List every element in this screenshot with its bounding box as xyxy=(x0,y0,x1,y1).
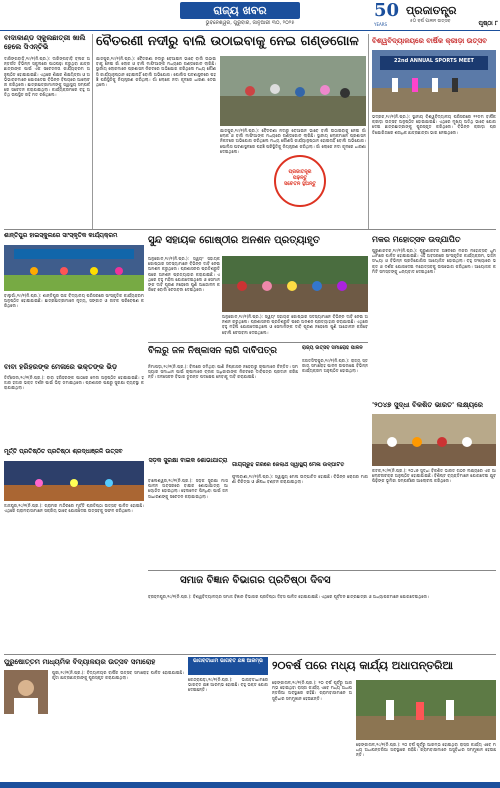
article-1-headline: ବାଦାକାଣ୍ଡ ସ୍କୁଲଛାତ୍ରୀ ଖାଲି ହେଲେ ସିଏନ୍ଟିଭି xyxy=(4,34,86,51)
article-15-body: ପୁରୀ,୨୯/୧(ନି.ପ୍ର.): ବିଦ୍ୟାଳୟର ବାର୍ଷିକ ଉତ୍ସବ ସମାରୋହ ପାଳିତ ହୋଇଯାଇଛି। କୃତୀ ଛାତ୍ରଛାତ୍ରୀଙ୍କୁ ପୁରସ୍କୃତ କରାଯାଇଥିଲା। xyxy=(52,670,184,681)
article-2-headline: ବୈତରଣୀ ନଦୀରୁ ବାଲି ଉଠାଇବାକୁ ନେଇ ଗଣ୍ଡଗୋଳ xyxy=(96,34,359,49)
article-6-body: ଅନୁଗୋଳ,୨୯/୧(ନି.ପ୍ର.): ସ୍ୱୟଂ ସହାୟକ ଗୋଷ୍ଠୀର ସଦସ୍ୟାମାନେ ବିଭିନ୍ନ ଦାବି ନେଇ ଅନଶନ କରୁଥିଲେ। ପ୍ରଶାସନର ପ୍ରତିଶ୍ରୁତି ପରେ ଅନଶନ ପ୍ରତ୍ୟାହାର କରାଯାଇଛି। ଏଥିରେ ବହୁ ମହିଳା ଯୋଗଦେଇଥିଲେ ଓ ସେମାନଙ୍କ ଦାବି ପୂରଣ ନହେଲେ ପୁଣି ଆନ୍ଦୋଳନ କରିବେ ବୋଲି ଚେତାବନୀ ଦେଇଥିଲେ। xyxy=(148,256,220,293)
article-3-body: ଭଦ୍ରକ,୨୯/୧(ନି.ପ୍ର.): ସ୍ଥାନୀୟ ବିଶ୍ୱବିଦ୍ୟାଳୟ ପରିସରରେ ୨୨ତମ ବାର୍ଷିକ କ୍ରୀଡ଼ା ଉତ୍ସବ ଅନୁଷ୍ଠିତ ହୋଇଯାଇଛି। ଏଥିରେ ମୁଖ୍ୟ ଅତିଥି ଭାବେ ଯୋଗଦେଇ ଛାତ୍ରଛାତ୍ରୀଙ୍କୁ ପୁରସ୍କୃତ କରିଥିଲେ। ବିଭିନ୍ନ କ୍ରୀଡ଼ା ପ୍ରତିଯୋଗିତାରେ ଶତାଧିକ ଛାତ୍ରଛାତ୍ରୀ ଭାଗ ନେଇଥିଲେ। xyxy=(372,114,496,135)
promo-line-3: ସଚେତନ ହୁଅନ୍ତୁ xyxy=(284,181,316,187)
article-16-headline: ଭାଗବତୀଧାମ ଭାଗବତ ଯଜ୍ଞ ଆରମ୍ଭ xyxy=(188,657,268,675)
article-6-body-cont: ଅନୁଗୋଳ,୨୯/୧(ନି.ପ୍ର.): ସ୍ୱୟଂ ସହାୟକ ଗୋଷ୍ଠୀର ସଦସ୍ୟାମାନେ ବିଭିନ୍ନ ଦାବି ନେଇ ଅନଶନ କରୁଥିଲେ। ପ୍ରଶାସନର ପ୍ରତିଶ୍ରୁତି ପରେ ଅନଶନ ପ୍ରତ୍ୟାହାର କରାଯାଇଛି। ଏଥିରେ ବହୁ ମହିଳା ଯୋଗଦେଇଥିଲେ ଓ ସେମାନଙ୍କ ଦାବି ପୂରଣ ନହେଲେ ପୁଣି ଆନ୍ଦୋଳନ କରିବେ ବୋଲି ଚେତାବନୀ ଦେଇଥିଲେ। xyxy=(222,314,368,335)
article-14-headline: ସମାଜ ବିଜ୍ଞାନ ବିଭାଗର ପ୍ରତିଷ୍ଠା ଦିବସ xyxy=(180,575,331,586)
article-9-photo xyxy=(372,414,496,466)
anniversary-logo xyxy=(374,0,404,28)
article-2-body: ଯାଜପୁର,୨୯/୧(ନି.ପ୍ର.): ବୈତରଣୀ ନଦୀରୁ ବେଆଇନ ଭାବେ ବାଲି ଉଠାଇବାକୁ ନେଇ ଗାଁ ଲୋକ ଓ ବାଲି ମାଫିଆଙ୍କ ମଧ୍ୟରେ ଗଣ୍ଡଗୋଳ ଲାଗିଛି। ସ୍ଥାନୀୟ ଲୋକମାନେ ପ୍ରଶାସନ ନିକଟରେ ଅଭିଯୋଗ କରିଥିଲେ ମଧ୍ୟ କୌଣସି କାର୍ଯ୍ୟାନୁଷ୍ଠାନ ହୋଇନାହିଁ ବୋଲି ଅଭିଯୋଗ। ପୋଲିସ ଘଟଣାସ୍ଥଳରେ ପହଞ୍ଚି ପରିସ୍ଥିତିକୁ ନିୟନ୍ତ୍ରଣ କରିଥିଲା। ଗାଁ ଲୋକେ ନଦୀ କୂଳରେ ଧାରଣା ଦେଇଥିଲେ। xyxy=(96,56,216,88)
article-15-headline: ପୁରୁଷୋତ୍ତମ ମାଧ୍ୟମିକ ବିଦ୍ୟାଳୟର ଉତ୍ସବ ସମାରୋହ xyxy=(4,658,156,666)
article-5-headline: ଶାନ୍ତିପୁର ହାଇସ୍କୁଲରେ ସାଂସ୍କୃତିକ କାର୍ଯ୍ୟକ୍ରମ xyxy=(4,232,118,239)
article-17-headline: ୨୦ବର୍ଷ ପରେ ମଧ୍ୟ କାର୍ଯ୍ୟ ଅଧାପନ୍ତରିଆ xyxy=(272,659,454,672)
article-2-photo xyxy=(220,56,366,126)
page-number: ପୃଷ୍ଠା ୮ xyxy=(478,20,498,27)
article-3-headline: ବିଶ୍ୱବିଦ୍ୟାଳୟରେ ବାର୍ଷିକ କ୍ରୀଡ଼ା ଉତ୍ସବ xyxy=(372,37,487,45)
article-4-body: ପୁରୁଣାକଟକ,୨୯/୧(ନି.ପ୍ର.): ପୁରୁଣାକଟକ ଅଞ୍ଚଳରେ ମକର ମହୋତ୍ସବ ଧୁମଧାମରେ ପାଳିତ ହୋଇଯାଇଛି। ଏହି ଅବସରରେ ସାଂସ୍କୃତିକ କାର୍ଯ୍ୟକ୍ରମ, ଭଜନ ସଂଧ୍ୟା ଓ ବିଭିନ୍ନ ପ୍ରତିଯୋଗିତା ଆୟୋଜିତ ହୋଇଥିଲା। ବହୁ ସଂଖ୍ୟାରେ ଭକ୍ତ ଓ ଦର୍ଶକ ଯୋଗଦେଇ ମହୋତ୍ସବକୁ ଉପଭୋଗ କରିଥିଲେ। ଆୟୋଜକ କମିଟି ସମସ୍ତଙ୍କୁ ଧନ୍ୟବାଦ ଦେଇଥିଲେ। xyxy=(372,248,496,274)
article-17-body: ଢେଙ୍କାନାଳ,୨୯/୧(ନି.ପ୍ର.): ୨୦ ବର୍ଷ ପୂର୍ବରୁ ଆରମ୍ଭ ହୋଇଥିବା ରାସ୍ତା କାର୍ଯ୍ୟ ଏବେ ମଧ୍ୟ ଅଧାପନ୍ତରିଆ ଅବସ୍ଥାରେ ରହିଛି। ଗ୍ରାମବାସୀମାନେ ଅସୁବିଧାର ସମ୍ମୁଖୀନ ହେଉଛନ୍ତି। xyxy=(272,680,352,701)
article-8-body: ଜଗତସିଂହପୁର,୨୯/୧(ନି.ପ୍ର.): ରାଜ୍ୟ ସ୍ତରୀୟ ସମାରୋହ ପାଳନ ଉପଲକ୍ଷେ ବିଭିନ୍ନ କାର୍ଯ୍ୟକ୍ରମ ଅନୁଷ୍ଠିତ ହୋଇଥିଲା। xyxy=(302,358,368,374)
article-9-headline: '୨୦୪୭ ସୁଦ୍ଧା ବିକଶିତ ଭାରତ' ଲକ୍ଷ୍ୟରେ xyxy=(372,401,483,409)
article-12-body: ବାଲେଶ୍ୱର,୨୯/୧(ନି.ପ୍ର.): ସଡ଼କ ସୁରକ୍ଷା ମାସ ପାଳନ ଅବସରରେ ବାଇକ ଶୋଭାଯାତ୍ରା ଆୟୋଜିତ ହୋଇଥିଲା। ହେଲମେଟ ପିନ୍ଧିବା ପାଇଁ ଜନସାଧାରଣଙ୍କୁ ସଚେତନ କରାଯାଇଥିଲା। xyxy=(148,478,228,499)
article-7-body: ନିମାପଡ଼ା,୨୯/୧(ନି.ପ୍ର.): ବିଲରେ ଜମିଥିବା ପାଣି ନିଷ୍କାସନ ନହେବାରୁ ଚାଷୀମାନେ ଚିନ୍ତିତ। ସମସ୍ୟାର ସମାଧାନ ପାଇଁ ଚାଷୀମାନେ ବ୍ଲକ ଅଧିକାରୀଙ୍କ ନିକଟରେ ଦାବିପତ୍ର ପ୍ରଦାନ କରିଛନ୍ତି। ଜଳସେଚନ ବିଭାଗ ତୁରନ୍ତ ପଦକ୍ଷେପ ନେବାକୁ ଦାବି କରାଯାଇଛି। xyxy=(148,364,298,380)
row-divider xyxy=(4,654,496,655)
article-12-headline: ସଡ଼କ ସୁରକ୍ଷା ବାଇକ ଶୋଭାଯାତ୍ରା xyxy=(148,457,228,464)
article-11-headline: ମୂର୍ତ୍ତି ପ୍ରତିଷ୍ଠିତ ପ୍ରତିଷ୍ଠା ଶ୍ରଦ୍ଧାଞ୍ଜଳି ଉତ୍ସବ xyxy=(4,448,123,455)
brand-name: ପ୍ରଜାତନ୍ତ୍ର xyxy=(406,4,457,17)
article-14-body: ବ୍ରହ୍ମପୁର,୨୯/୧(ନି.ପ୍ର.): ବିଶ୍ୱବିଦ୍ୟାଳୟର ସମାଜ ବିଜ୍ଞାନ ବିଭାଗର ପ୍ରତିଷ୍ଠା ଦିବସ ପାଳିତ ହୋଇଯାଇଛି। ଏଥିରେ ପୂର୍ବତନ ଛାତ୍ରଛାତ୍ରୀ ଓ ଅଧ୍ୟାପକମାନେ ଯୋଗଦେଇଥିଲେ। xyxy=(148,594,429,599)
article-5-photo xyxy=(4,245,144,291)
brand-subtitle: ୫୦ ବର୍ଷ ପାଳନ ଉତ୍ସବ xyxy=(410,19,451,24)
article-15-photo xyxy=(4,670,48,714)
column-divider xyxy=(92,34,93,229)
promo-badge xyxy=(274,155,326,207)
article-13-headline: ଗାୟଗ୍ରୁହ ଗିରିରେ ଜେଲାର୍ଥ ସ୍ୱାସ୍ଥ୍ୟ ମେଳା ଉଦ୍‌ଘାଟିତ xyxy=(232,462,345,468)
article-11-photo xyxy=(4,461,144,501)
dateline: ଭୁବନେଶ୍ୱର, ଗୁରୁବାର, ଜାନୁଆରୀ ୩୦, ୨୦୨୫ xyxy=(205,20,295,26)
row-divider xyxy=(4,229,496,230)
section-title: ରାଜ୍ୟ ଖବର xyxy=(180,2,300,19)
article-5-body: ବାଲୁଗାଁ,୨୯/୧(ନି.ପ୍ର.): ଶାନ୍ତିପୁର ଉଚ୍ଚ ବିଦ୍ୟାଳୟ ପରିସରରେ ସାଂସ୍କୃତିକ କାର୍ଯ୍ୟକ୍ରମ ଅନୁଷ୍ଠିତ ହୋଇଯାଇଛି। ଛାତ୍ରଛାତ୍ରୀମାନେ ନୃତ୍ୟ, ସଙ୍ଗୀତ ଓ ନାଟକ ପରିବେଷଣ କରିଥିଲେ। xyxy=(4,293,144,309)
article-4-headline: ମକର ମହୋତ୍ସବ ଉଦ୍‌ଯାପିତ xyxy=(372,235,461,244)
row-divider xyxy=(148,342,368,343)
article-6-photo xyxy=(222,256,368,312)
article-2-body-cont: ଯାଜପୁର,୨୯/୧(ନି.ପ୍ର.): ବୈତରଣୀ ନଦୀରୁ ବେଆଇନ ଭାବେ ବାଲି ଉଠାଇବାକୁ ନେଇ ଗାଁ ଲୋକ ଓ ବାଲି ମାଫିଆଙ୍କ ମଧ୍ୟରେ ଗଣ୍ଡଗୋଳ ଲାଗିଛି। ସ୍ଥାନୀୟ ଲୋକମାନେ ପ୍ରଶାସନ ନିକଟରେ ଅଭିଯୋଗ କରିଥିଲେ ମଧ୍ୟ କୌଣସି କାର୍ଯ୍ୟାନୁଷ୍ଠାନ ହୋଇନାହିଁ ବୋଲି ଅଭିଯୋଗ। ପୋଲିସ ଘଟଣାସ୍ଥଳରେ ପହଞ୍ଚି ପରିସ୍ଥିତିକୁ ନିୟନ୍ତ୍ରଣ କରିଥିଲା। ଗାଁ ଲୋକେ ନଦୀ କୂଳରେ ଧାରଣା ଦେଇଥିଲେ। xyxy=(220,128,366,154)
article-13-body: ଫୁଲବାଣୀ,୨୯/୧(ନି.ପ୍ର.): ସ୍ୱାସ୍ଥ୍ୟ ମେଳା ଉଦ୍‌ଘାଟିତ ହୋଇଛି। ବିଭିନ୍ନ ରୋଗର ମାଗଣା ଚିକିତ୍ସା ଓ ଔଷଧ ବଣ୍ଟନ କରାଯାଇଥିଲା। xyxy=(232,474,368,485)
footer-bar xyxy=(0,782,500,788)
article-10-body: ତିର୍ତ୍ତୋଲ,୨୯/୧(ନି.ପ୍ର.): ବାବା ହରିହରଙ୍କ ପୀଠରେ ମେଳା ଅନୁଷ୍ଠିତ ହୋଇଯାଇଛି। ହଜାର ହଜାର ଭକ୍ତ ଦର୍ଶନ ପାଇଁ ଭିଡ଼ ଜମାଇଥିଲେ। ପ୍ରଶାସନ ପକ୍ଷରୁ ସୁରକ୍ଷା ବ୍ୟବସ୍ଥା କରାଯାଇଥିଲା। xyxy=(4,375,144,391)
promo-line-2: ପଢ଼ନ୍ତୁ xyxy=(292,175,308,181)
article-1-body: ଦାରିଙ୍ଗବାଡ଼ି,୨୯/୧(ନି.ପ୍ର.): ଦାରିଙ୍ଗବାଡ଼ି ବ୍ଲକ ଅନ୍ତର୍ଗତ ବିଭିନ୍ନ ସ୍କୁଲରେ ପାଠପଢ଼ା କରୁଥିବା ଛାତ୍ରଛାତ୍ରୀଙ୍କ ପାଇଁ ଏକ ସଚେତନତା କାର୍ଯ୍ୟକ୍ରମ ଅନୁଷ୍ଠିତ ହୋଇଯାଇଛି। ଏଥିରେ ଶିକ୍ଷକ ଶିକ୍ଷୟିତ୍ରୀ ଓ ଅଭିଭାବକମାନେ ଯୋଗଦେଇ ବିଭିନ୍ନ ବିଷୟରେ ଆଲୋଚନା କରିଥିଲେ। ଛାତ୍ରଛାତ୍ରୀମାନଙ୍କୁ ସ୍ୱାସ୍ଥ୍ୟ ସମ୍ପର୍କରେ ସଚେତନ କରାଯାଇଥିଲା। କାର୍ଯ୍ୟକ୍ରମରେ ବହୁ ଅତିଥି ଉପସ୍ଥିତ ରହି ମତ ରଖିଥିଲେ। xyxy=(4,56,90,98)
row-divider xyxy=(148,570,496,571)
sports-banner-text: 22nd ANNUAL SPORTS MEET xyxy=(394,58,474,64)
article-11-body: ଜାଜପୁର,୨୯/୧(ନି.ପ୍ର.): ଗ୍ରାମର ମନ୍ଦିରରେ ମୂର୍ତ୍ତି ପ୍ରତିଷ୍ଠା ଉତ୍ସବ ପାଳିତ ହୋଇଛି। ଏଥିରେ ଗ୍ରାମବାସୀମାନେ ସକ୍ରିୟ ଭାବେ ଯୋଗଦେଇ ଉତ୍ସବକୁ ସଫଳ କରିଥିଲେ। xyxy=(4,503,144,514)
anniversary-number: 50 xyxy=(374,0,400,21)
promo-line-1: ପ୍ରଜାତନ୍ତ୍ର xyxy=(288,169,312,175)
masthead-rule xyxy=(0,30,500,31)
article-8-headline: ରାଜ୍ୟ ଉତ୍ସବ ସମାରୋହ ପାଳନ xyxy=(302,345,363,351)
article-9-body: କଟକ,୨୯/୧(ନି.ପ୍ର.): ୨୦୪୭ ସୁଦ୍ଧା ବିକଶିତ ଭାରତ ଗଠନ ଲକ୍ଷ୍ୟରେ ଏକ ଆଲୋଚନାଚକ୍ର ଅନୁଷ୍ଠିତ ହୋଇଯାଇଛି। ବିଶିଷ୍ଟ ବ୍ୟକ୍ତିମାନେ ଯୋଗଦେଇ ଯୁବପିଢ଼ିଙ୍କ ଭୂମିକା ସମ୍ପର୍କରେ ଆଲୋଚନା କରିଥିଲେ। xyxy=(372,468,496,484)
anniversary-label: YEARS xyxy=(374,22,388,27)
article-7-headline: ବିଲରୁ ଜଳ ନିଷ୍କାସନ ଲାଗି ଦାବିପତ୍ର xyxy=(148,346,277,356)
article-10-headline: ବାବା ହରିହରଙ୍କ ମେଳାରେ ଭକ୍ତଙ୍କ ଭିଡ଼ xyxy=(4,363,118,371)
article-3-photo xyxy=(372,50,496,112)
article-16-body: କେନ୍ଦ୍ରାପଡ଼ା,୨୯/୧(ନି.ପ୍ର.): ଭାଗବତୀଧାମରେ ଭାଗବତ ଯଜ୍ଞ ଆରମ୍ଭ ହୋଇଛି। ବହୁ ଭକ୍ତ ଯୋଗଦେଇଛନ୍ତି। xyxy=(188,677,268,693)
article-6-headline: ସୁନ୍ଦ ସହାୟକ ଗୋଷ୍ଠୀର ଅନଶନ ପ୍ରତ୍ୟାହୃତ xyxy=(148,235,320,246)
article-17-body-cont: ଢେଙ୍କାନାଳ,୨୯/୧(ନି.ପ୍ର.): ୨୦ ବର୍ଷ ପୂର୍ବରୁ ଆରମ୍ଭ ହୋଇଥିବା ରାସ୍ତା କାର୍ଯ୍ୟ ଏବେ ମଧ୍ୟ ଅଧାପନ୍ତରିଆ ଅବସ୍ଥାରେ ରହିଛି। ଗ୍ରାମବାସୀମାନେ ଅସୁବିଧାର ସମ୍ମୁଖୀନ ହେଉଛନ୍ତି। xyxy=(356,742,496,758)
column-divider xyxy=(368,34,369,229)
article-17-photo xyxy=(356,680,496,740)
